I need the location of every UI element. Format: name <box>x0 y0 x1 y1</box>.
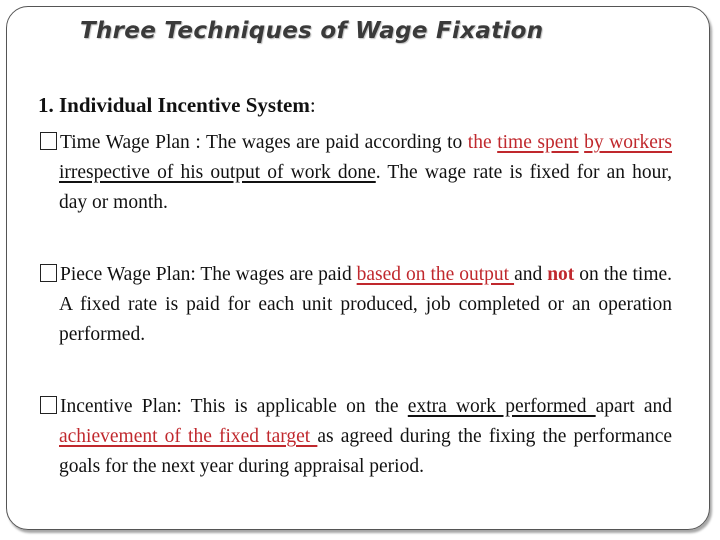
time-wage-highlight-irrespective: irrespective of his output of work done <box>59 162 376 183</box>
incentive-paragraph <box>38 392 672 482</box>
section-heading-text: 1. Individual Incentive System <box>38 93 310 117</box>
section-heading <box>38 93 316 118</box>
time-wage-paragraph <box>38 128 672 218</box>
piece-wage-paragraph <box>38 260 672 350</box>
checkbox-bullet-icon <box>40 264 57 282</box>
time-wage-text-2: the <box>467 132 498 153</box>
incentive-text-1: Incentive Plan: This is applicable on the <box>60 396 408 417</box>
checkbox-bullet-icon <box>40 132 57 150</box>
time-wage-text-7: . The wage rate is fixed for an hour, day or month. <box>59 162 672 213</box>
piece-wage-text-3: and <box>514 264 548 285</box>
time-wage-highlight-time-spent: time spent <box>497 132 579 153</box>
incentive-text-5: as agreed during the fixing the performance goals for the next year during appraisal period. <box>59 426 673 477</box>
incentive-highlight-extra-work: extra work performed <box>407 396 596 417</box>
piece-wage-text-1: Piece Wage Plan: The wages are paid <box>60 264 357 285</box>
checkbox-bullet-icon <box>40 396 57 414</box>
time-wage-text-1: Time Wage Plan : The wages are paid according to <box>60 132 468 153</box>
incentive-highlight-target: achievement of the fixed target <box>59 426 318 447</box>
piece-wage-highlight-not: not <box>547 264 575 285</box>
time-wage-highlight-by-workers: by workers <box>584 132 673 153</box>
piece-wage-highlight-output: based on the output <box>356 264 515 285</box>
incentive-text-3: apart and <box>595 396 672 417</box>
section-heading-colon: : <box>309 93 316 117</box>
piece-wage-text-5: on the time. A fixed rate is paid for each unit produced, job completed or an operation performed. <box>59 264 673 345</box>
slide-title: Three Techniques of Wage Fixation <box>80 18 544 44</box>
